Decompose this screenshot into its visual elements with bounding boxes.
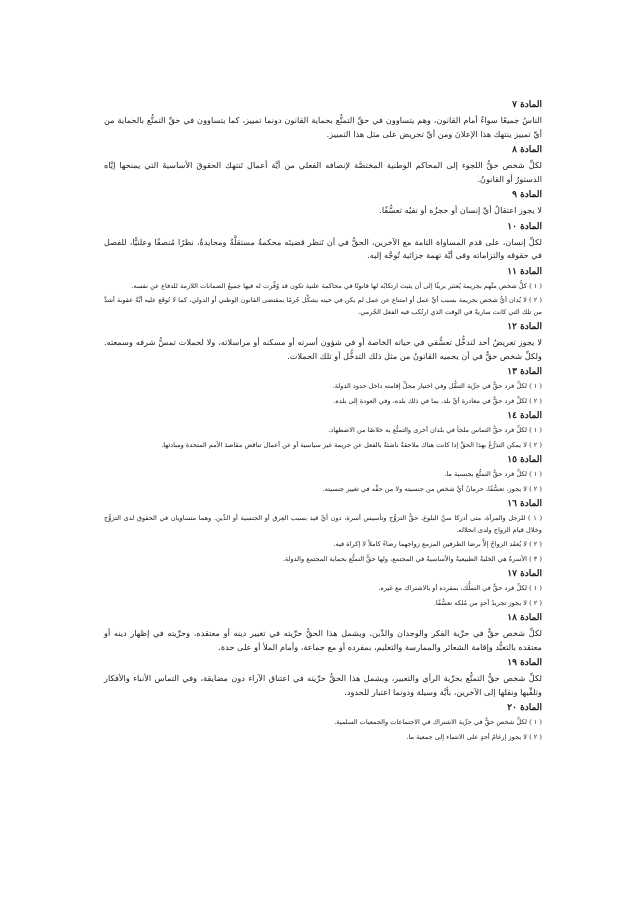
article-title: المادة ١٤: [507, 411, 542, 421]
article-clause: ( ٢ ) لكلِّ فرد حقٌّ في مغادرة أيِّ بلد، بما في ذلك بلده، وفي العودة إلى بلده.: [333, 396, 542, 405]
article-title: المادة ١٠: [507, 221, 542, 232]
article-clause: ( ١ ) كلُّ شخص متَّهم بجريمة يُعتبَر بريئًا إلى أن يثبت ارتكابُه لها قانونًا في محاكمة علنية تكون قد وُفِّرت له فيها جميعُ الضمانات اللازمة للدفاع عن نفسه.: [131, 281, 542, 290]
article-clause: ( ١ ) لكلِّ فرد حقُّ التماس ملجأ في بلدان أخرى والتمتُّع به خلاصًا من الاضطهاد.: [328, 426, 542, 434]
article-title: المادة ١٢: [507, 322, 542, 332]
article-title: المادة ٧: [512, 100, 542, 110]
article-paragraph: لكلِّ شخص حقُّ التمتُّع بحرِّية الرأي والتعبير، ويشمل هذا الحقُّ حرِّيته في اعتناق الآراء دون مضايقة، وفي التماس الأنباء والأفكار وتلقِّيها ونقلها إلى الآخرين، بأيَّة وسيلة ودونما اعتبار للحدود.: [104, 673, 542, 697]
article-title: المادة ١٨: [507, 613, 542, 623]
article-title: المادة ٢٠: [507, 703, 542, 713]
article-clause: ( ٣ ) الأسرةُ هي الخليةُ الطبيعيةُ والأساسيةُ في المجتمع، ولها حقُّ التمتُّع بحماية المجتمع والدولة.: [282, 554, 542, 563]
article-clause: ( ٢ ) لا يجوز إرغامُ أحدٍ على الانتماء إلى جمعية ما.: [406, 732, 542, 741]
article-clause: ( ٢ ) لا يُدان أيُّ شخص بجريمة بسبب أيِّ عمل أو امتناع عن عمل لم يكن في حينه يشكِّل جُرمًا بمقتضى القانون الوطني أو الدولي، كما لا تُوقَع عليه أيَّةُ عقوبة أشدَّ من تلك التي كانت ساريةً في الوقت الذي ارتُكب فيه الفعل الجُرمي.: [104, 296, 542, 316]
article-clause: ( ٢ ) لا يُعقَد الزواجُ إلاَّ برضا الطرفين المزمع زواجهما رضاءً كاملاً لا إكراهَ فيه.: [333, 540, 542, 548]
article-title: المادة ٩: [512, 190, 542, 200]
article-title: المادة ١٧: [507, 569, 542, 579]
article-paragraph: لكلِّ شخص حقُّ اللجوء إلى المحاكم الوطنية المختصَّة لإنصافه الفعلي من أيَّة أعمال تَنتهك الحقوقَ الأساسيةَ التي يمنحها إيَّاه الدستورُ أو القانونُ.: [104, 160, 542, 184]
article-clause: ( ٢ ) لا يمكن التذرُّعُ بهذا الحقِّ إذا كانت هناك ملاحقةٌ ناشئةٌ بالفعل عن جريمة غير سياسية أو عن أعمال تناقض مقاصدَ الأمم المتحدة ومبادئها.: [161, 440, 542, 449]
article-title: المادة ١٥: [507, 455, 542, 465]
article-clause: ( ٢ ) لا يجوز، تعسُّفًا، حرمانُ أيِّ شخص من جنسيته ولا من حقِّه في تغيير جنسيته.: [322, 484, 542, 493]
article-paragraph: لا يجوز اعتقالُ أيِّ إنسان أو حجزُه أو نفيُه تعسُّفًا.: [379, 205, 542, 215]
article-clause: ( ١ ) لكلِّ فرد حقٌّ في حرِّية التنقُّل وفي اختيار محلِّ إقامته داخل حدود الدولة.: [332, 382, 542, 390]
article-title: المادة ١١: [507, 266, 542, 277]
article-title: المادة ١٣: [507, 367, 542, 377]
article-clause: ( ١ ) لكلِّ شخص حقٌّ في حرِّية الاشتراك في الاجتماعات والجمعيات السلمية.: [334, 718, 542, 726]
article-title: المادة ١٩: [507, 658, 542, 668]
article-paragraph: لا يجوز تعريضُ أحد لتدخُّل تعسُّفي في حياته الخاصة أو في شؤون أسرته أو مسكنه أو مراسلاته، ولا لحملات تمسُّ شرفه وسمعته. ولكلِّ شخص حقٌّ في أن يحميه القانونُ من مثل ذلك التدخُّل أو تلك الحملات.: [104, 337, 542, 361]
article-title: المادة ١٦: [507, 499, 542, 509]
article-paragraph: الناسُ جميعًا سواءٌ أمام القانون، وهم يتساوون في حقِّ التمتُّع بحماية القانون دونما تمييز، كما يتساوون في حقِّ التمتُّع بالحماية من أيِّ تمييز ينتهك هذا الإعلانَ ومن أيِّ تحريض على مثل هذا التمييز.: [104, 115, 542, 139]
article-paragraph: لكلِّ شخص حقٌّ في حرِّية الفكر والوجدان والدِّين، ويشمل هذا الحقُّ حرِّيته في تغيير دينه أو معتقده، وحرِّيته في إظهار دينه أو معتقده بالتعبُّد وإقامة الشعائر والممارسة والتعليم، بمفرده أو مع جماعة، وأمام الملأ أو على حدة.: [104, 628, 542, 652]
article-clause: ( ١ ) للرجل والمرأة، متى أدركا سنَّ البلوغ، حقُّ التزوُّج وتأسيس أسرة، دون أيِّ قيد بسبب العِرق أو الجنسية أو الدِّين. وهما متساويان في الحقوق لدى التزوُّج وخلال قيام الزواج ولدى انحلاله.: [104, 514, 543, 534]
article-clause: ( ٢ ) لا يجوز تجريدُ أحدٍ من مُلكه تعسُّفًا.: [433, 598, 542, 607]
article-clause: ( ١ ) لكلِّ فرد حقٌّ في التملُّك، بمفرده أو بالاشتراك مع غيره.: [378, 584, 542, 592]
article-paragraph: لكلِّ إنسان، على قدم المساواة التامة مع الآخرين، الحقُّ في أن تَنظر قضيتَه محكمةٌ مستقلَّةٌ ومحايدةٌ، نظرًا مُنصفًا وعلنيًّا، للفصل في حقوقه والتزاماته وفى أيَّة تهمة جزائية تُوجَّه إليه.: [104, 236, 542, 260]
article-clause: ( ١ ) لكلِّ فرد حقُّ التمتُّع بجنسية ما.: [444, 470, 542, 478]
article-title: المادة ٨: [512, 145, 542, 155]
